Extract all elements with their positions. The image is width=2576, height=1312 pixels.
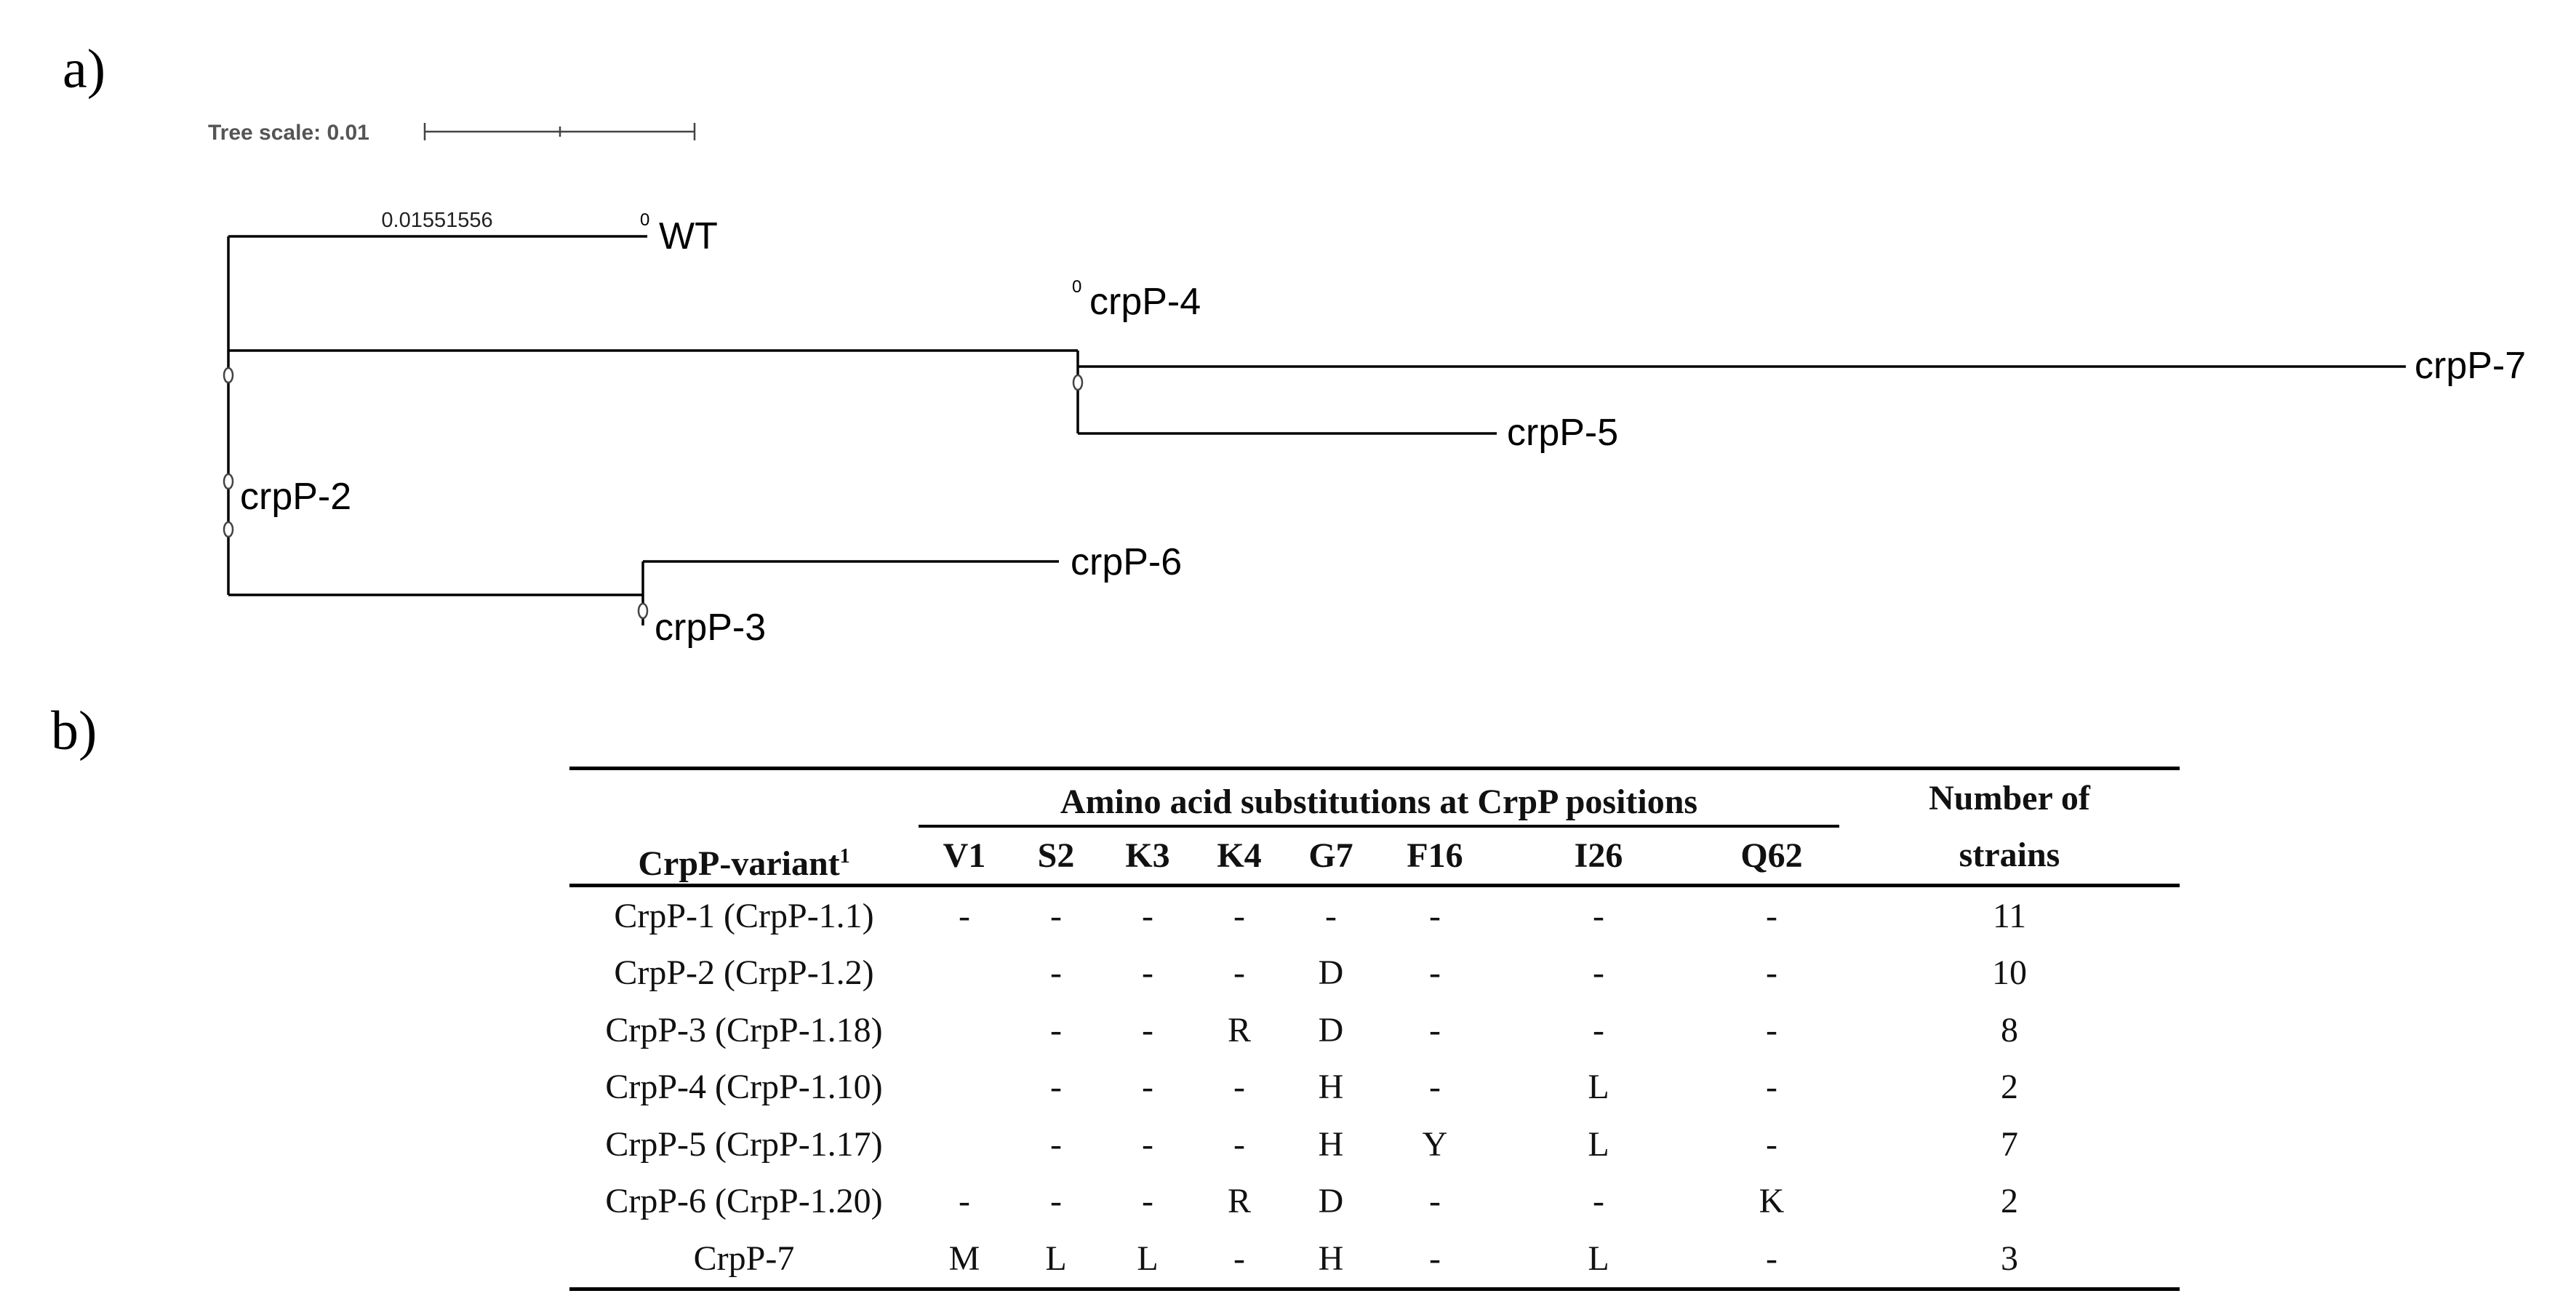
substitution-cell: -: [1325, 896, 1337, 935]
substitution-cell: -: [1429, 1010, 1441, 1049]
substitution-cell: -: [1050, 896, 1062, 935]
support-value-crpp4: 0: [1072, 277, 1082, 297]
substitution-cell: -: [1142, 1068, 1153, 1107]
variant-cell: CrpP-1 (CrpP-1.1): [614, 896, 874, 935]
leaf-label-crpp7: crpP-7: [2415, 345, 2527, 387]
substitution-cell: [919, 945, 1010, 1002]
substitution-cell: -: [1050, 1182, 1062, 1221]
substitution-cell: -: [1593, 1010, 1604, 1049]
table-row: [569, 945, 2180, 1002]
position-header: F16: [1377, 826, 1493, 885]
position-header: Q62: [1704, 826, 1839, 885]
substitution-table: [569, 767, 2180, 1291]
substitution-cell: -: [959, 896, 970, 935]
leaf-label-crpp4: crpP-4: [1089, 281, 1201, 323]
substitution-cell: -: [1429, 1182, 1441, 1221]
variant-cell: CrpP-3 (CrpP-1.18): [605, 1010, 883, 1049]
tree-node-markers: [224, 368, 1082, 618]
substitution-cell: -: [1233, 1068, 1245, 1107]
leaf-label-crpp6: crpP-6: [1071, 541, 1183, 583]
strain-count-cell: 11: [1992, 896, 2027, 935]
substitution-cell: -: [1429, 1068, 1441, 1107]
column-group-header: Amino acid substitutions at CrpP positions: [919, 769, 1839, 827]
position-header: K3: [1102, 826, 1193, 885]
substitution-cell: H: [1318, 1068, 1344, 1107]
substitution-cell: -: [1233, 1124, 1245, 1164]
substitution-cell: -: [1233, 1239, 1245, 1278]
substitution-cell: -: [1233, 896, 1245, 935]
substitution-cell: H: [1318, 1124, 1344, 1164]
variant-cell: CrpP-6 (CrpP-1.20): [605, 1182, 883, 1221]
strain-count-cell: 3: [2001, 1239, 2018, 1278]
position-header: K4: [1193, 826, 1285, 885]
leaf-label-crpp5: crpP-5: [1507, 412, 1619, 454]
substitution-cell: -: [1429, 896, 1441, 935]
node-marker: [1073, 375, 1082, 390]
substitution-cell: -: [1142, 1010, 1153, 1049]
leaf-label-crpp3: crpP-3: [655, 607, 767, 649]
node-marker: [639, 604, 647, 618]
strain-count-cell: 7: [2001, 1124, 2018, 1164]
substitution-cell: -: [1142, 1182, 1153, 1221]
table-row: [569, 886, 2180, 945]
substitution-cell: -: [1429, 1239, 1441, 1278]
substitution-cell: L: [1045, 1239, 1067, 1278]
substitution-cell: D: [1318, 1010, 1344, 1049]
leaf-label-wt: WT: [659, 215, 718, 257]
column-header-variant: [569, 769, 919, 886]
table-row: [569, 1230, 2180, 1289]
substitution-cell: -: [1593, 953, 1604, 993]
substitution-cell: [919, 1059, 1010, 1116]
panel-a-label: a): [63, 39, 106, 100]
substitution-cell: -: [1593, 896, 1604, 935]
count-header-line1: Number of: [1929, 779, 2090, 817]
column-header-strain-count: [1839, 769, 2180, 886]
position-header: V1: [919, 826, 1010, 885]
strain-count-cell: 10: [1992, 953, 2027, 993]
position-header: G7: [1285, 826, 1377, 885]
variant-header-footnote: 1: [839, 845, 850, 868]
position-header: S2: [1010, 826, 1102, 885]
substitution-cell: -: [1593, 1182, 1604, 1221]
variant-cell: CrpP-2 (CrpP-1.2): [614, 953, 874, 993]
substitution-cell: R: [1227, 1182, 1251, 1221]
substitution-cell: -: [1050, 1010, 1062, 1049]
substitution-cell: [919, 1001, 1010, 1059]
substitution-cell: [919, 1116, 1010, 1173]
position-header: I26: [1493, 826, 1704, 885]
support-value-wt: 0: [640, 210, 650, 230]
substitution-cell: L: [1137, 1239, 1159, 1278]
substitution-cell: -: [1142, 1124, 1153, 1164]
substitution-cell: -: [1766, 896, 1777, 935]
substitution-cell: -: [1142, 896, 1153, 935]
panel-b-label: b): [51, 700, 97, 761]
substitution-cell: K: [1759, 1182, 1785, 1221]
variant-cell: CrpP-4 (CrpP-1.10): [605, 1068, 883, 1107]
substitution-cell: -: [959, 1182, 970, 1221]
tree-scale-bar: [425, 123, 695, 140]
substitution-cell: -: [1050, 953, 1062, 993]
substitution-cell: -: [1766, 953, 1777, 993]
node-marker: [224, 474, 233, 489]
substitution-cell: -: [1766, 1239, 1777, 1278]
count-header-line2: strains: [1959, 836, 2060, 874]
substitution-cell: -: [1766, 1124, 1777, 1164]
substitution-cell: R: [1227, 1010, 1251, 1049]
substitution-cell: -: [1766, 1010, 1777, 1049]
strain-count-cell: 2: [2001, 1068, 2018, 1107]
tree-scale-label: Tree scale: 0.01: [208, 121, 369, 145]
variant-cell: CrpP-5 (CrpP-1.17): [605, 1124, 883, 1164]
table-row: [569, 1116, 2180, 1173]
substitution-cell: -: [1142, 953, 1153, 993]
substitution-cell: -: [1050, 1124, 1062, 1164]
substitution-cell: H: [1318, 1239, 1344, 1278]
substitution-cell: -: [1050, 1068, 1062, 1107]
table-row: [569, 1001, 2180, 1059]
leaf-label-crpp2: crpP-2: [240, 476, 352, 518]
table-body: [569, 886, 2180, 1289]
substitution-cell: Y: [1422, 1124, 1448, 1164]
substitution-cell: L: [1588, 1124, 1609, 1164]
tree-branches: [228, 236, 2406, 625]
strain-count-cell: 2: [2001, 1182, 2018, 1221]
substitution-cell: L: [1588, 1068, 1609, 1107]
branch-length-wt: 0.01551556: [381, 209, 493, 232]
table-row: [569, 1059, 2180, 1116]
substitution-cell: M: [948, 1239, 980, 1278]
variant-cell: CrpP-7: [693, 1239, 795, 1278]
table-row: [569, 1173, 2180, 1231]
node-marker: [224, 368, 233, 383]
substitution-cell: L: [1588, 1239, 1609, 1278]
strain-count-cell: 8: [2001, 1010, 2018, 1049]
variant-header-text: CrpP-variant: [638, 844, 840, 883]
substitution-cell: -: [1766, 1068, 1777, 1107]
node-marker: [224, 522, 233, 537]
substitution-cell: -: [1233, 953, 1245, 993]
substitution-cell: D: [1318, 953, 1344, 993]
substitution-cell: D: [1318, 1182, 1344, 1221]
substitution-cell: -: [1429, 953, 1441, 993]
